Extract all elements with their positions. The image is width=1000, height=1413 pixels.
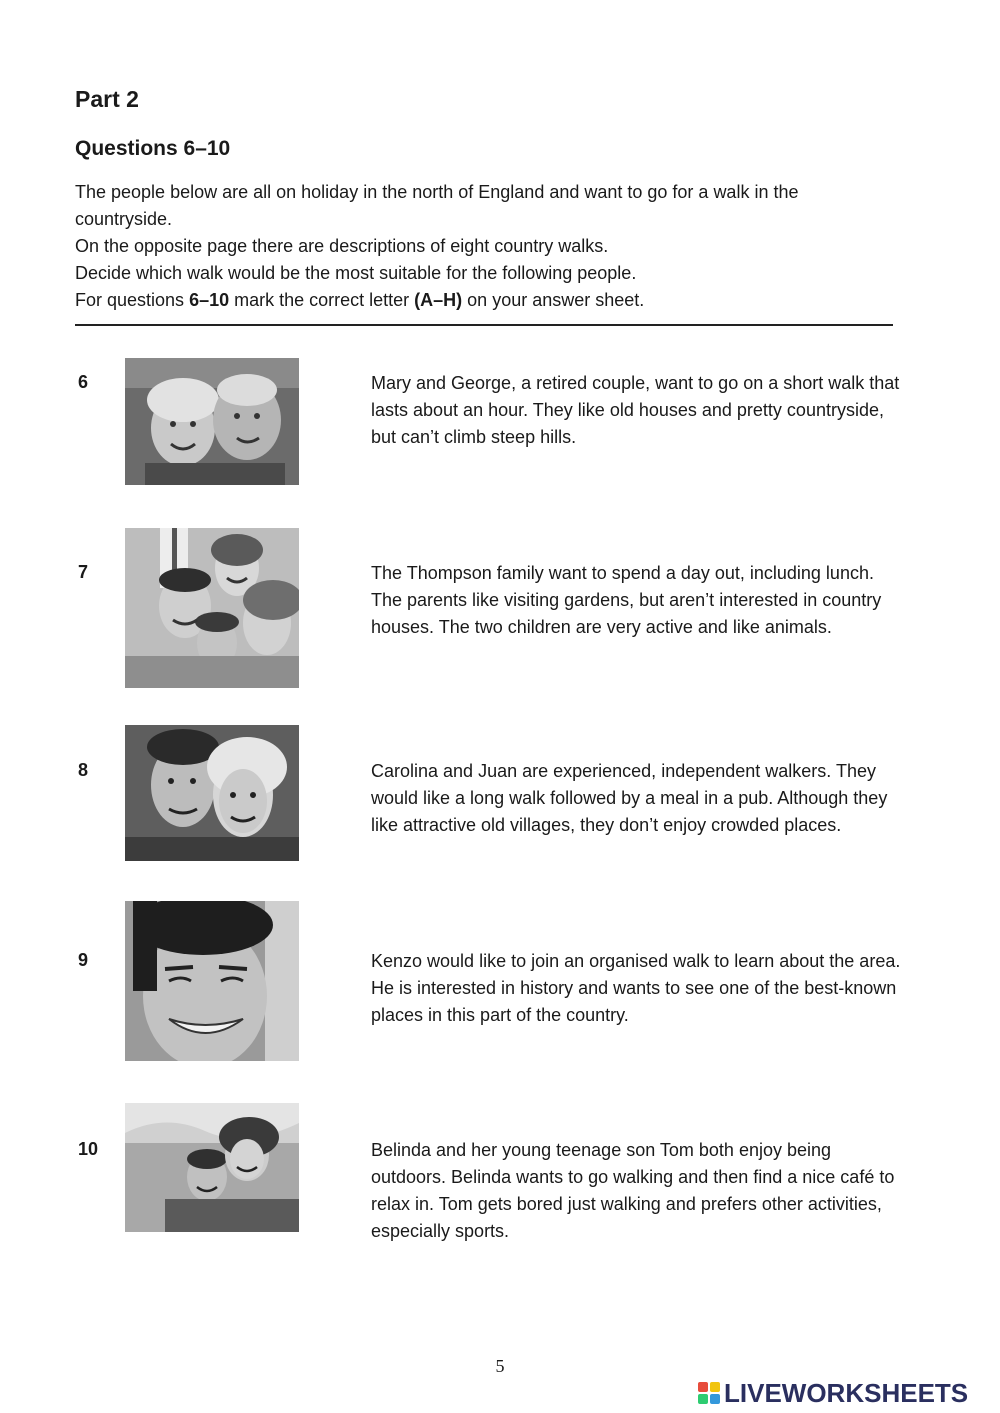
instruction-text: mark the correct letter — [229, 290, 415, 310]
photo-thompson-family — [125, 528, 299, 688]
question-description: Carolina and Juan are experienced, independent walkers. They would like a long walk followed by a meal in a pub. Although they like attractive old villages, they don’t enjoy crowded places. — [371, 761, 888, 835]
question-description: Belinda and her young teenage son Tom both enjoy being outdoors. Belinda wants to go walking and then find a nice café to relax in. Tom gets bored just walking and prefers other activities, especially sports. — [371, 1140, 895, 1241]
part-title: Part 2 — [75, 86, 139, 112]
logo-tile-green — [698, 1394, 708, 1404]
divider — [75, 324, 893, 326]
question-number: 7 — [78, 562, 89, 582]
photo-young-couple — [125, 725, 299, 861]
question-description: Mary and George, a retired couple, want to go on a short walk that lasts about an hour. They like old houses and pretty countryside, but can’t climb steep hills. — [371, 373, 900, 447]
instruction-line — [75, 287, 875, 314]
logo-tile-red — [698, 1382, 708, 1392]
question-description: Kenzo would like to join an organised walk to learn about the area. He is interested in history and wants to see one of the best-known places in this part of the country. — [371, 951, 901, 1025]
logo-tile-blue — [710, 1394, 720, 1404]
question-number: 9 — [78, 950, 89, 970]
photo-kenzo — [125, 901, 299, 1061]
instruction-line: The people below are all on holiday in the north of England and want to go for a walk in the countryside. — [75, 182, 799, 229]
instruction-line: Decide which walk would be the most suitable for the following people. — [75, 263, 637, 283]
question-number: 10 — [78, 1139, 99, 1159]
question-range: 6–10 — [189, 290, 230, 310]
photo-mother-and-son — [125, 1103, 299, 1232]
question-number: 8 — [78, 760, 89, 780]
instruction-line: On the opposite page there are descriptions of eight country walks. — [75, 236, 609, 256]
brand-name: LIVEWORKSHEETS — [724, 1377, 969, 1408]
liveworksheets-logo-icon — [698, 1382, 720, 1404]
instruction-text: on your answer sheet. — [462, 290, 645, 310]
photo-retired-couple — [125, 358, 299, 485]
questions-title: Questions 6–10 — [75, 137, 231, 160]
instructions — [75, 179, 875, 314]
instruction-text: For questions — [75, 290, 190, 310]
logo-tile-yellow — [710, 1382, 720, 1392]
page-number: 5 — [495, 1356, 505, 1376]
question-number: 6 — [78, 372, 89, 392]
answer-letters: (A–H) — [414, 290, 463, 310]
liveworksheets-brand[interactable] — [698, 1378, 968, 1408]
question-description: The Thompson family want to spend a day out, including lunch. The parents like visiting gardens, but aren’t interested in country houses. The two children are very active and like animals. — [371, 563, 882, 637]
